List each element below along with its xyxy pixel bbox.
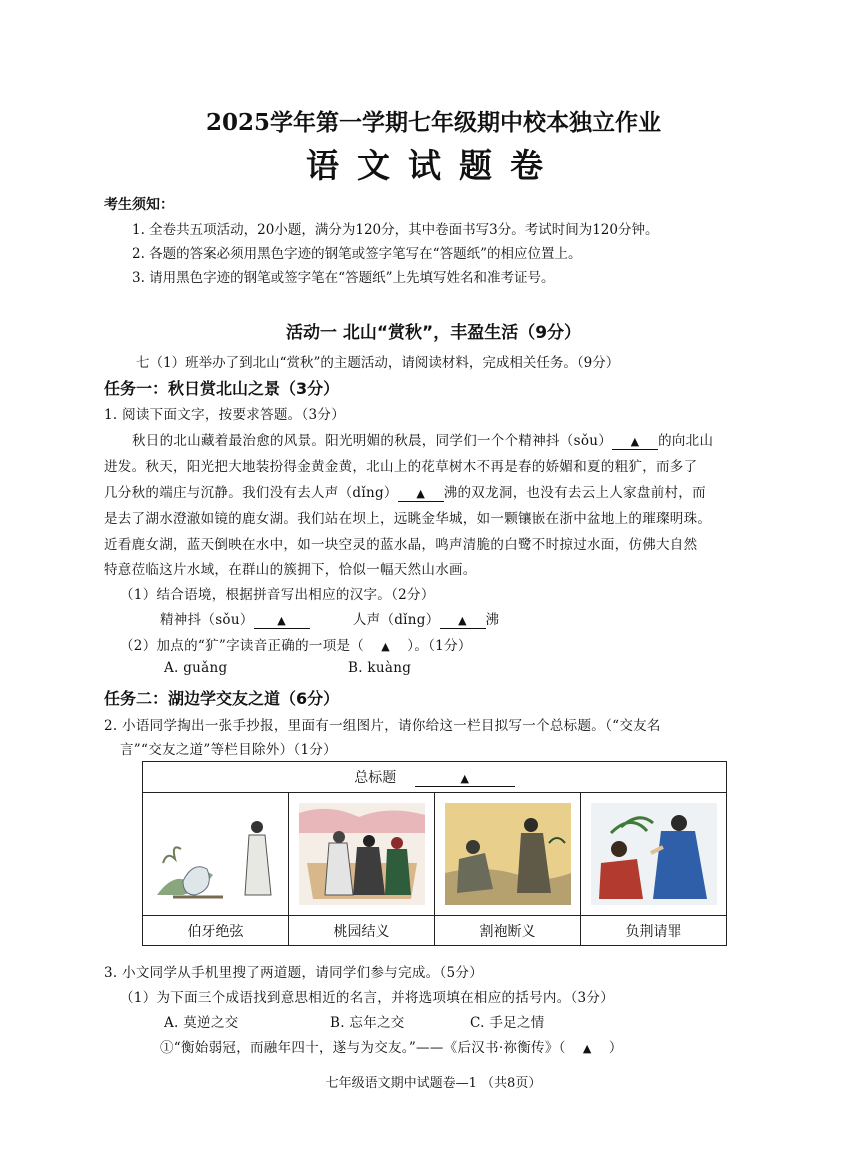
triangle-icon: ▲ [458,614,467,627]
answer-blank[interactable] [398,485,444,502]
question-1: 1. 阅读下面文字，按要求答题。（3分） [104,407,346,423]
quote-item-1: ①“衡始弱冠，而融年四十，遂与为交友。”——《后汉书·祢衡传》（ ▲ ） [160,1040,623,1056]
fujing-qingzui-illustration [591,803,717,905]
passage-line-2: 进发。秋天，阳光把大地装扮得金黄金黄，北山上的花草树木不再是春的娇媚和夏的粗犷，而多了 [104,459,698,475]
passage-line-1: 秋日的北山藏着最治愈的风景。阳光明媚的秋晨，同学们一个个精神抖（sǒu） ▲ 的向北山 [132,433,714,449]
task-1-title: 任务一：秋日赏北山之景（3分） [104,379,340,398]
triangle-icon: ▲ [277,614,287,627]
answer-blank[interactable] [415,770,515,787]
notice-item-1: 1. 全卷共五项活动，20小题，满分为120分，其中卷面书写3分。考试时间为120分钟。 [132,222,659,238]
question-2-line-2: 言”“交友之道”等栏目除外）（1分） [120,742,337,758]
passage-line-5: 近看鹿女湖，蓝天倒映在水中，如一块空灵的蓝水晶，鸣声清脆的白鹭不时掠过水面，仿佛大自然 [104,537,698,553]
idiom-option-b: B. 忘年之交 [330,1015,405,1031]
taoyuan-oath-illustration [299,803,425,905]
passage-line-3: 几分秋的端庄与沉静。我们没有去人声（dǐng） ▲ 沸的双龙洞，也没有去云上人家盘前村，而 [104,485,706,501]
page-footer: 七年级语文期中试题卷—1 （共8页） [325,1076,542,1091]
answer-blank[interactable] [612,433,658,450]
caption-cell: 伯牙绝弦 [143,916,289,946]
exam-subject-title: 语文试题卷 [306,146,561,185]
idiom-option-a: A. 莫逆之交 [164,1015,239,1031]
passage-line-6: 特意莅临这片水域，在群山的簇拥下，恰似一幅天然山水画。 [104,562,477,578]
exam-header-title: 2025学年第一学期七年级期中校本独立作业 [205,109,661,136]
caption-cell: 割袍断义 [435,916,581,946]
triangle-icon: ▲ [416,487,426,500]
answer-blank[interactable] [254,612,310,629]
activity-1-title: 活动一 北山“赏秋”，丰盈生活（9分） [285,323,582,343]
question-2-line-1: 2. 小语同学掏出一张手抄报，里面有一组图片，请你给这一栏目拟写一个总标题。（“交友名 [104,718,661,734]
table-title-cell: 总标题 ▲ [143,762,727,793]
triangle-icon: ▲ [630,435,640,448]
caption-cell: 桃园结义 [289,916,435,946]
geshu-duanyi-illustration [445,803,571,905]
option-b: B. kuàng [348,660,412,676]
pinyin-answer-line: 精神抖（sǒu） ▲ 人声（dǐng） ▲ 沸 [160,612,500,628]
image-cell [143,793,289,916]
subquestion-2: （2）加点的“犷”字读音正确的一项是（ ▲ ）。（1分） [120,638,472,654]
image-cell [289,793,435,916]
image-cell [581,793,727,916]
notice-item-3: 3. 请用黑色字迹的钢笔或签字笔在“答题纸”上先填写姓名和准考证号。 [132,270,555,286]
subquestion-1: （1）结合语境，根据拼音写出相应的汉字。（2分） [120,587,435,603]
triangle-icon: ▲ [381,640,391,653]
answer-paren[interactable] [570,1040,604,1056]
answer-blank[interactable] [440,612,486,629]
boya-guqin-illustration [153,803,279,905]
task-2-title: 任务二：湖边学交友之道（6分） [104,689,340,708]
triangle-icon: ▲ [582,1042,592,1055]
caption-cell: 负荆请罪 [581,916,727,946]
image-cell [435,793,581,916]
option-a: A. guǎng [164,660,228,676]
notice-heading: 考生须知： [104,197,174,213]
passage-line-4: 是去了湖水澄澈如镜的鹿女湖。我们站在坝上，远眺金华城，如一颗镶嵌在浙中盆地上的璀璨明珠。 [104,511,712,527]
answer-paren[interactable] [369,638,403,654]
triangle-icon: ▲ [460,772,469,785]
image-table [142,761,727,946]
question-3-sub-1: （1）为下面三个成语找到意思相近的名言，并将选项填在相应的括号内。（3分） [120,990,615,1006]
idiom-option-c: C. 手足之情 [470,1015,545,1031]
question-3: 3. 小文同学从手机里搜了两道题，请同学们参与完成。（5分） [104,965,484,981]
activity-1-intro: 七（1）班举办了到北山“赏秋”的主题活动，请阅读材料，完成相关任务。（9分） [136,355,620,371]
notice-item-2: 2. 各题的答案必须用黑色字迹的钢笔或签字笔写在“答题纸”的相应位置上。 [132,246,582,262]
